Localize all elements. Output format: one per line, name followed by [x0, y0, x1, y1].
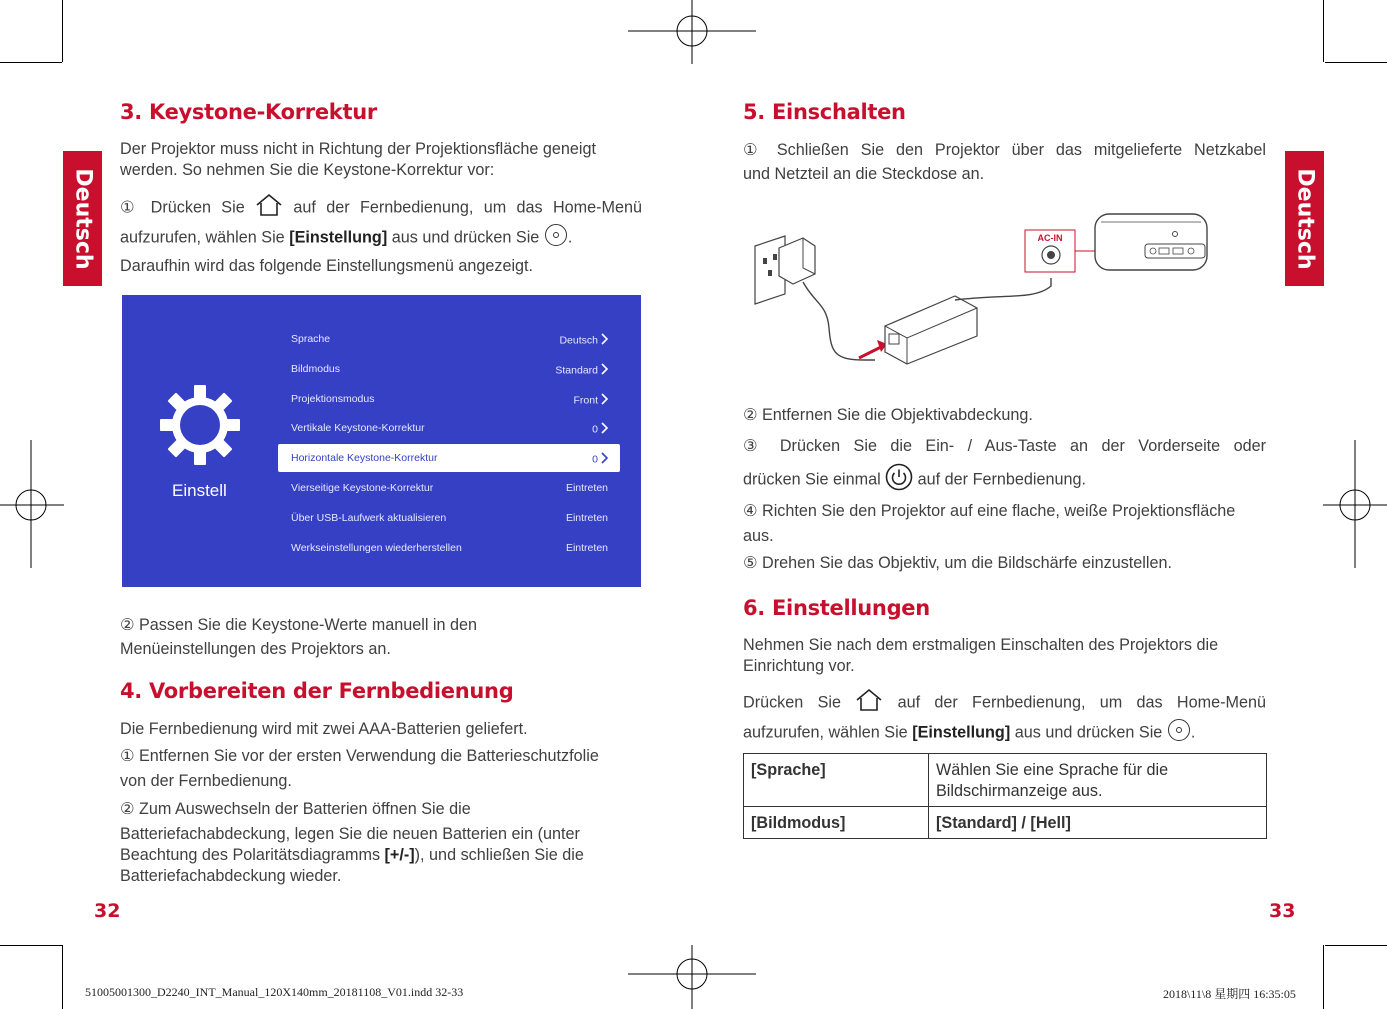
language-tab-label: Deutsch	[1292, 167, 1317, 270]
table-row	[744, 807, 1267, 839]
section-3-step1-line2: aufzurufen, wählen Sie [Einstellung] aus und drücken Sie .	[120, 223, 642, 253]
section-4-p2-line1: ① Entfernen Sie vor der ersten Verwendung die Batterieschutzfolie	[120, 747, 599, 765]
section-3-intro: Der Projektor muss nicht in Richtung der Projektionsfläche geneigt werden. So nehmen Sie die Keystone-Korrektur vor:	[120, 140, 596, 179]
menu-item-label: Über USB-Laufwerk aktualisieren	[291, 511, 447, 524]
section-4-p3-line1: ② Zum Auswechseln der Batterien öffnen Sie die	[120, 800, 471, 818]
section-6-p2-line2: aufzurufen, wählen Sie [Einstellung] aus und drücken Sie .	[743, 718, 1195, 748]
menu-item-label: Vierseitige Keystone-Korrektur	[291, 482, 434, 494]
section-6-heading: 6. Einstellungen	[743, 596, 930, 620]
menu-item-value: Standard	[555, 363, 608, 378]
chevron-right-icon	[601, 393, 608, 408]
power-icon	[885, 463, 913, 497]
table-value-cell: Wählen Sie eine Sprache für die Bildschirmanzeige aus.	[929, 754, 1267, 807]
settings-table	[743, 753, 1267, 839]
chevron-right-icon	[601, 363, 608, 378]
menu-item-label: Horizontale Keystone-Korrektur	[291, 452, 438, 465]
menu-item-label: Sprache	[291, 333, 331, 345]
chevron-right-icon	[601, 422, 608, 437]
menu-item-value: 0	[592, 422, 608, 437]
menu-item[interactable]	[278, 355, 620, 383]
section-3-step1-line3: Daraufhin wird das folgende Einstellungsmenü angezeigt.	[120, 257, 534, 275]
menu-caption: Einstell	[172, 481, 227, 500]
menu-item[interactable]	[278, 504, 620, 532]
section-5-p3-line2: drücken Sie einmal auf der Fernbedienung.	[743, 463, 1086, 497]
registration-mark-bottom	[628, 945, 758, 1009]
section-5-p2: ② Entfernen Sie die Objektivabdeckung.	[743, 406, 1033, 424]
menu-item[interactable]	[278, 325, 620, 353]
menu-item-value: 0	[592, 452, 608, 467]
menu-item-label: Werkseinstellungen wiederherstellen	[291, 541, 462, 554]
footer-file-info: 51005001300_D2240_INT_Manual_120X140mm_20181108_V01.indd 32-33	[85, 985, 464, 999]
settings-menu-screenshot	[122, 295, 641, 587]
section-5-p1-line1: ① Schließen Sie den Projektor über das mitgelieferte Netzkabel	[743, 141, 1266, 159]
home-icon	[255, 193, 283, 223]
section-5-p4-line2: aus.	[743, 527, 774, 545]
footer-timestamp: 2018\11\8 星期四 16:35:05	[1163, 987, 1296, 1001]
language-tab-right	[1285, 151, 1324, 286]
section-3-heading: 3. Keystone-Korrektur	[120, 100, 377, 124]
section-4-p3-line2: Batteriefachabdeckung, legen Sie die neuen Batterien ein (unter	[120, 825, 580, 843]
table-key-cell: [Sprache]	[744, 754, 929, 807]
power-connection-illustration	[745, 208, 1215, 373]
page-number-left: 32	[94, 900, 121, 922]
section-6-p2-line1: Drücken Sie auf der Fernbedienung, um das Home-Menü	[743, 688, 1266, 718]
menu-item[interactable]	[278, 474, 620, 502]
table-value-cell: [Standard] / [Hell]	[929, 807, 1267, 839]
section-6-p1: Nehmen Sie nach dem erstmaligen Einschalten des Projektors die Einrichtung vor.	[743, 636, 1219, 675]
section-5-p5: ⑤ Drehen Sie das Objektiv, um die Bildschärfe einzustellen.	[743, 554, 1172, 572]
menu-item-label: Bildmodus	[291, 362, 341, 375]
registration-mark-left	[0, 440, 64, 570]
menu-item[interactable]	[278, 444, 620, 472]
menu-item-label: Projektionsmodus	[291, 392, 375, 405]
section-3-step1-line1: ① Drücken Sie auf der Fernbedienung, um das Home-Menü	[120, 193, 642, 223]
menu-item-value: Front	[573, 393, 608, 408]
section-4-p3-line3: Beachtung des Polaritätsdiagramms [+/-]), und schließen Sie die	[120, 846, 584, 864]
language-tab-label: Deutsch	[70, 167, 95, 270]
menu-item[interactable]	[278, 414, 620, 442]
ac-in-label: AC-IN	[1037, 233, 1063, 243]
menu-item-label: Vertikale Keystone-Korrektur	[291, 422, 425, 435]
menu-item-value: Eintreten	[565, 541, 608, 554]
section-5-p4-line1: ④ Richten Sie den Projektor auf eine flache, weiße Projektionsfläche	[743, 502, 1236, 520]
section-4-p2-line2: von der Fernbedienung.	[120, 772, 292, 790]
chevron-right-icon	[601, 333, 608, 348]
registration-mark-right	[1323, 440, 1387, 570]
section-5-p3-line1: ③ Drücken Sie die Ein- / Aus-Taste an der Vorderseite oder	[743, 437, 1266, 455]
table-row	[744, 754, 1267, 807]
section-3-step2-line2: Menüeinstellungen des Projektors an.	[120, 640, 391, 658]
language-tab-left	[63, 151, 102, 286]
home-icon	[855, 688, 883, 718]
menu-item[interactable]	[278, 534, 620, 562]
menu-item-value: Deutsch	[559, 333, 608, 348]
section-5-p1-line2: und Netzteil an die Steckdose an.	[743, 165, 985, 183]
section-4-p3-line4: Batteriefachabdeckung wieder.	[120, 867, 342, 885]
menu-item[interactable]	[278, 385, 620, 413]
section-4-heading: 4. Vorbereiten der Fernbedienung	[120, 679, 514, 703]
table-key-cell: [Bildmodus]	[744, 807, 929, 839]
section-5-heading: 5. Einschalten	[743, 100, 906, 124]
gear-icon	[158, 383, 242, 467]
section-3-step2-line1: ② Passen Sie die Keystone-Werte manuell in den	[120, 616, 478, 634]
menu-item-value: Eintreten	[565, 511, 608, 524]
section-4-p1: Die Fernbedienung wird mit zwei AAA-Batterien geliefert.	[120, 720, 528, 738]
menu-item-value: Eintreten	[565, 482, 608, 494]
registration-mark-top	[628, 0, 758, 64]
ok-button-icon	[1167, 718, 1191, 748]
chevron-right-icon	[601, 452, 608, 467]
ok-button-icon	[544, 223, 568, 253]
page-number-right: 33	[1269, 900, 1296, 922]
